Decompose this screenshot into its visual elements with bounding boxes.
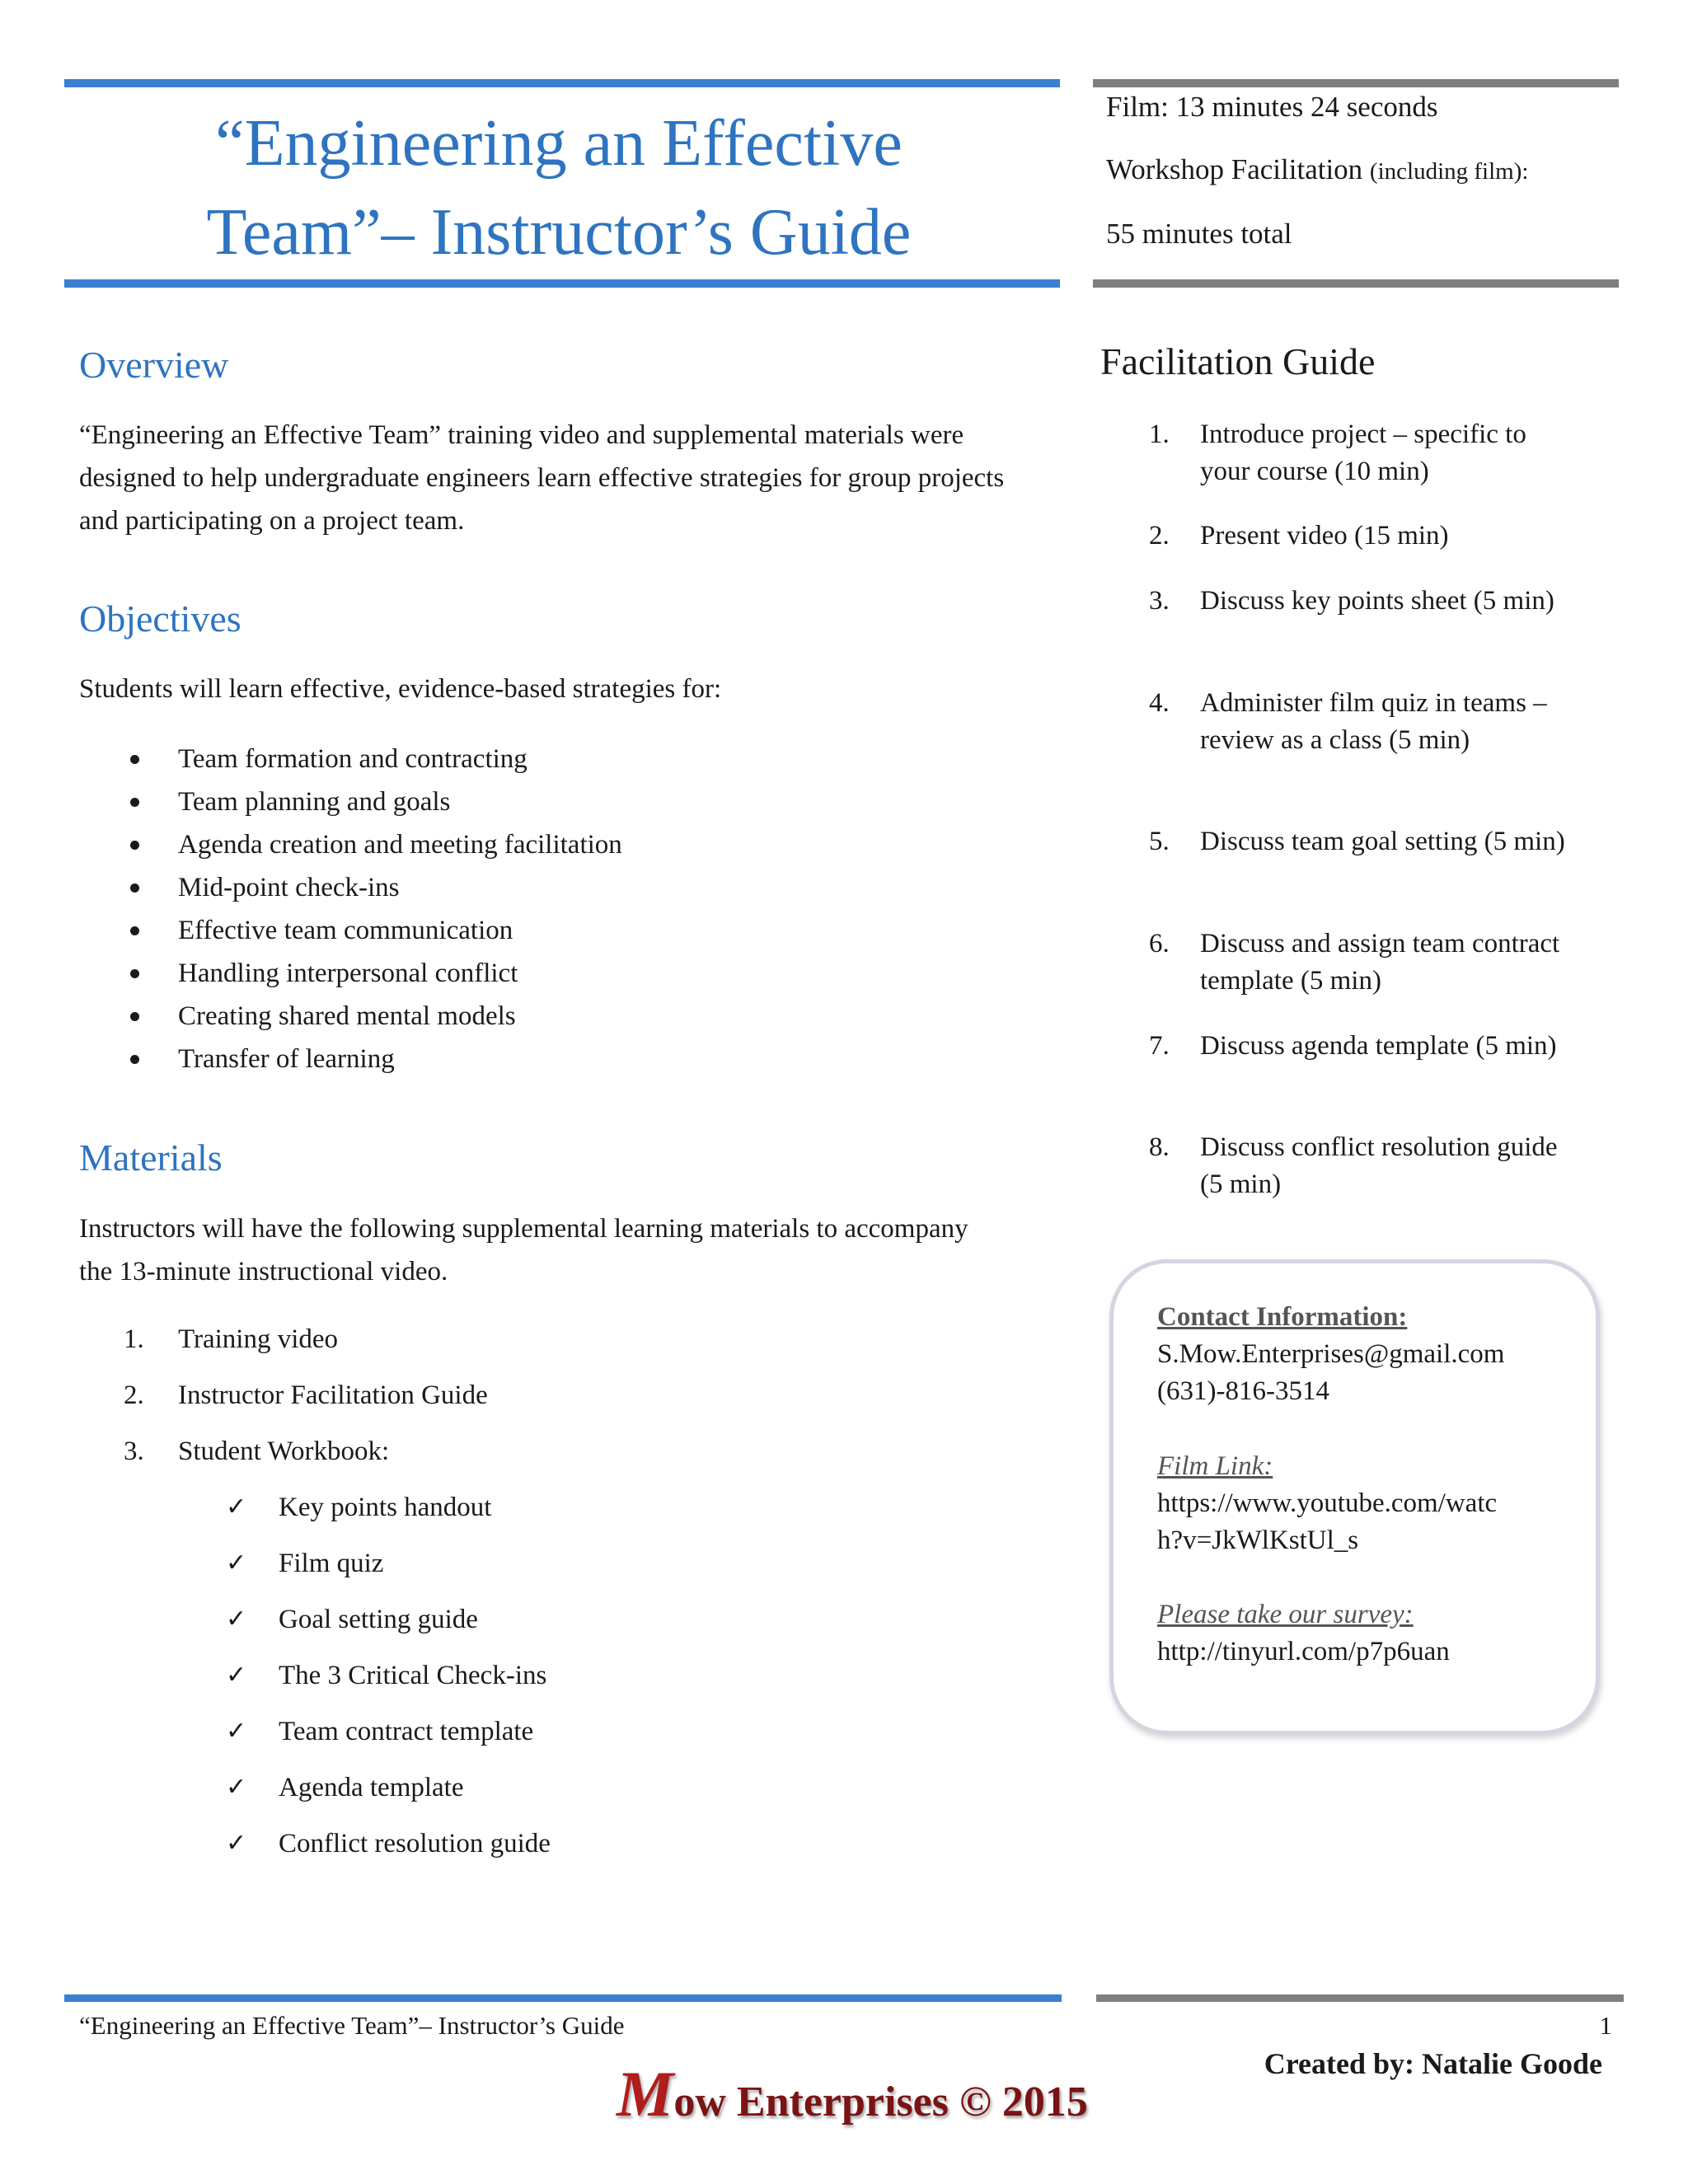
film-link-label: Film Link:	[1157, 1451, 1273, 1481]
checklist-item: ✓ Film quiz	[227, 1545, 383, 1582]
list-item: 5. Discuss team goal setting (5 min)	[1149, 827, 1565, 856]
footer-rule-right	[1096, 1994, 1624, 2002]
list-item	[79, 780, 622, 823]
objective-label: Team formation and contracting	[178, 744, 528, 774]
check-icon: ✓	[226, 1717, 247, 1746]
workshop-facilitation	[1106, 153, 1528, 186]
overview-text: “Engineering an Effective Team” training video and supplemental materials were designed to help undergraduate engineers learn effective strategies for group projects and participating on a project team.	[79, 420, 1005, 536]
list-item: 2. Instructor Facilitation Guide	[124, 1380, 488, 1410]
objective-label: Handling interpersonal conflict	[178, 958, 518, 988]
workshop-total: 55 minutes total	[1106, 218, 1292, 250]
objectives-list	[79, 738, 622, 1080]
check-icon: ✓	[226, 1605, 247, 1633]
header-rule-top-left	[64, 79, 1060, 87]
bullet-icon	[130, 969, 139, 978]
mow-enterprises-logo: Mow Enterprises © 2015	[617, 2058, 1088, 2130]
header-rule-bottom-right	[1093, 279, 1619, 288]
page-title	[64, 99, 1053, 277]
list-item	[79, 995, 622, 1038]
check-icon: ✓	[226, 1773, 247, 1802]
bullet-icon	[130, 1012, 139, 1021]
bullet-icon	[130, 755, 139, 764]
bullet-icon	[130, 841, 139, 850]
contact-email[interactable]: S.Mow.Enterprises@gmail.com	[1157, 1339, 1505, 1369]
film-length: Film: 13 minutes 24 seconds	[1106, 91, 1438, 123]
bullet-icon	[130, 798, 139, 807]
check-icon: ✓	[226, 1549, 247, 1577]
list-item: 1. Training video	[124, 1324, 339, 1354]
check-icon: ✓	[226, 1493, 247, 1521]
page-number: 1	[1599, 2011, 1612, 2040]
survey-label: Please take our survey:	[1157, 1600, 1414, 1629]
check-icon: ✓	[226, 1661, 247, 1690]
survey-link[interactable]: http://tinyurl.com/p7p6uan	[1157, 1637, 1450, 1666]
list-item	[79, 823, 622, 866]
checklist-item: ✓ Conflict resolution guide	[227, 1825, 551, 1862]
list-item: 3. Discuss key points sheet (5 min)	[1149, 586, 1554, 616]
bullet-icon	[130, 1055, 139, 1064]
list-item: 8. Discuss conflict resolution guide (5 min)	[1149, 1132, 1558, 1199]
bullet-icon	[130, 926, 139, 935]
list-item: 2. Present video (15 min)	[1149, 521, 1449, 551]
objective-label: Creating shared mental models	[178, 1001, 516, 1031]
checklist-item: ✓ Team contract template	[227, 1713, 533, 1750]
workshop-label: Workshop Facilitation	[1106, 153, 1363, 185]
title-line-2: Team”– Instructor’s Guide	[206, 196, 912, 269]
checklist-item: ✓ The 3 Critical Check-ins	[227, 1657, 546, 1694]
bullet-icon	[130, 883, 139, 893]
objective-label: Transfer of learning	[178, 1044, 395, 1074]
header-rule-top-right	[1093, 79, 1619, 87]
list-item	[79, 952, 622, 995]
contact-phone: (631)-816-3514	[1157, 1376, 1329, 1406]
list-item	[79, 738, 622, 780]
checklist-item: ✓ Goal setting guide	[227, 1601, 478, 1638]
objective-label: Effective team communication	[178, 916, 513, 945]
objective-label: Agenda creation and meeting facilitation	[178, 830, 622, 860]
objective-label: Mid-point check-ins	[178, 873, 400, 902]
footer-creator: Created by: Natalie Goode	[1264, 2047, 1602, 2080]
objectives-intro: Students will learn effective, evidence-based strategies for:	[79, 674, 722, 704]
materials-heading: Materials	[79, 1137, 223, 1179]
list-item: 4. Administer film quiz in teams – review as a class (5 min)	[1149, 688, 1547, 755]
checklist-item: ✓ Agenda template	[227, 1769, 464, 1806]
header-rule-bottom-left	[64, 279, 1060, 288]
footer-rule-left	[64, 1994, 1062, 2002]
check-icon: ✓	[226, 1829, 247, 1858]
list-item: 1. Introduce project – specific to your course (10 min)	[1149, 419, 1526, 486]
workshop-note: (including film):	[1369, 158, 1529, 185]
list-item: 6. Discuss and assign team contract template (5 min)	[1149, 929, 1560, 996]
list-item: 3. Student Workbook:	[124, 1436, 390, 1466]
list-item	[79, 866, 622, 909]
objective-label: Team planning and goals	[178, 787, 451, 817]
film-link-url[interactable]: https://www.youtube.com/watc h?v=JkWlKstUl_s	[1157, 1488, 1498, 1555]
overview-heading: Overview	[79, 344, 229, 386]
list-item	[79, 1038, 622, 1080]
list-item: 7. Discuss agenda template (5 min)	[1149, 1031, 1557, 1061]
materials-intro: Instructors will have the following supplemental learning materials to accompany the 13-minute instructional video.	[79, 1214, 968, 1286]
facilitation-heading: Facilitation Guide	[1100, 340, 1376, 382]
title-line-1: “Engineering an Effective	[215, 107, 903, 180]
contact-heading: Contact Information:	[1157, 1302, 1408, 1332]
objectives-heading: Objectives	[79, 598, 241, 640]
checklist-item: ✓ Key points handout	[227, 1489, 491, 1526]
list-item	[79, 909, 622, 952]
footer-doc-title: “Engineering an Effective Team”– Instructor’s Guide	[79, 2011, 625, 2040]
